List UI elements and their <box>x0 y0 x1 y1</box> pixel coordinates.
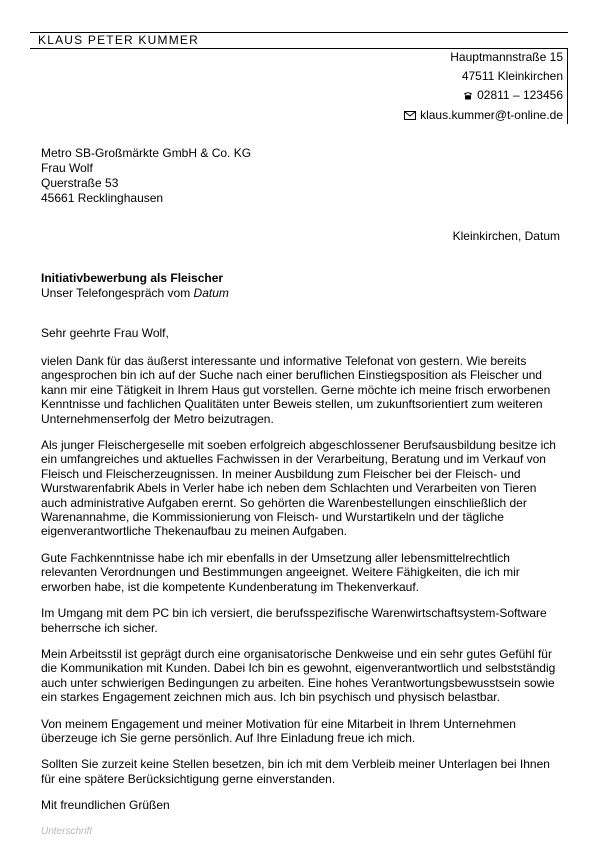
envelope-icon <box>404 107 416 126</box>
body-paragraph: Im Umgang mit dem PC bin ich versiert, die berufsspezifische Warenwirtschaftsystem-Software beherrsche ich sicher. <box>41 606 547 635</box>
recipient-address <box>41 146 251 206</box>
sender-contact-block <box>343 48 568 124</box>
signature-placeholder: Unterschrift <box>41 826 93 837</box>
sender-phone-row <box>343 86 563 106</box>
subject-reference-prefix: Unser Telefongespräch vom <box>41 286 194 300</box>
recipient-city: 45661 Recklinghausen <box>41 191 164 205</box>
place-date: Kleinkirchen, Datum <box>452 229 560 243</box>
subject-reference-placeholder: Datum <box>193 286 229 300</box>
subject-title: Initiativbewerbung als Fleischer <box>41 271 224 285</box>
recipient-street: Querstraße 53 <box>41 176 119 190</box>
closing: Mit freundlichen Grüßen <box>41 798 170 812</box>
body-paragraph: Gute Fachkenntnisse habe ich mir ebenfalls in der Umsetzung aller lebensmittelrechtlich relevanten Verordnungen und Bestimmungen angeeignet. Weitere Fähigkeiten, die ich mir erworben habe, ist die kompetente Kundenberatung im Thekenverkauf. <box>41 550 520 594</box>
sender-city: 47511 Kleinkirchen <box>461 69 563 83</box>
sender-name-bar <box>30 32 568 49</box>
body-paragraph: vielen Dank für das äußerst interessante und informative Telefonat von gestern. Wie bereits angesprochen bin ich auf der Suche nach einer beruflichen Einstiegsposition als Fleischer und kann mir eine Tätigkeit in Ihrem Haus gut vorstellen. Gerne möchte ich meine frisch erworbenen Kenntnisse und fachlichen Qualitäten unter Beweis stellen, um zukunftsorientiert zum weiteren Unternehmenserfolg der Metro beizutragen. <box>41 354 551 426</box>
body-paragraph: Von meinem Engagement und meiner Motivation für eine Mitarbeit in Ihrem Unternehmen überzeuge ich Sie gerne persönlich. Auf Ihre Einladung freue ich mich. <box>41 716 516 745</box>
phone-icon <box>463 87 473 106</box>
body-paragraph: Mein Arbeitsstil ist geprägt durch eine organisatorische Denkweise und ein sehr gutes Gefühl für die Kommunikation mit Kunden. Dabei Ich bin es gewohnt, eigenverantwortlich und selbstständig auch unter schwierigen Bedingungen zu arbeiten. Eine hohes Verantwortungsbewusstsein sowie ein starkes Engagement zeichnen mich aus. Ich bin psychisch und physisch belastbar. <box>41 646 556 705</box>
salutation: Sehr geehrte Frau Wolf, <box>41 326 169 340</box>
recipient-contact: Frau Wolf <box>41 161 93 175</box>
sender-email: klaus.kummer@t-online.de <box>420 108 563 122</box>
sender-street: Hauptmannstraße 15 <box>450 50 563 64</box>
subject-block <box>41 271 229 301</box>
sender-phone: 02811 – 123456 <box>477 88 563 102</box>
body-paragraph: Sollten Sie zurzeit keine Stellen besetzen, bin ich mit dem Verbleib meiner Unterlagen bei Ihnen für eine spätere Berücksichtigung gerne einverstanden. <box>41 757 550 786</box>
sender-email-row <box>343 106 563 126</box>
sender-name: KLAUS PETER KUMMER <box>38 33 199 47</box>
recipient-company: Metro SB-Großmärkte GmbH & Co. KG <box>41 146 252 160</box>
subject-reference <box>41 286 229 301</box>
body-paragraph: Als junger Fleischergeselle mit soeben erfolgreich abgeschlossener Berufsausbildung besitze ich ein umfangreiches und aktuelles Fachwissen in der Verarbeitung, Beratung und im Verkauf von Fleisch und Fleischerzeugnissen. In meiner Ausbildung zum Fleischer bei der Fleisch- und Wurstwarenfabrik Abels in Verler habe ich neben dem Schlachten und Verarbeiten von Tieren auch administrative Aufgaben erernt. So gehörten die Warenbestellungen einschließlich der Warenannahme, die Kommissionierung von Fleisch- und Wurstartikeln und der tägliche eigenverantwortliche Thekenaufbau zu meinen Aufgaben. <box>41 438 556 539</box>
letter-body <box>41 354 561 798</box>
